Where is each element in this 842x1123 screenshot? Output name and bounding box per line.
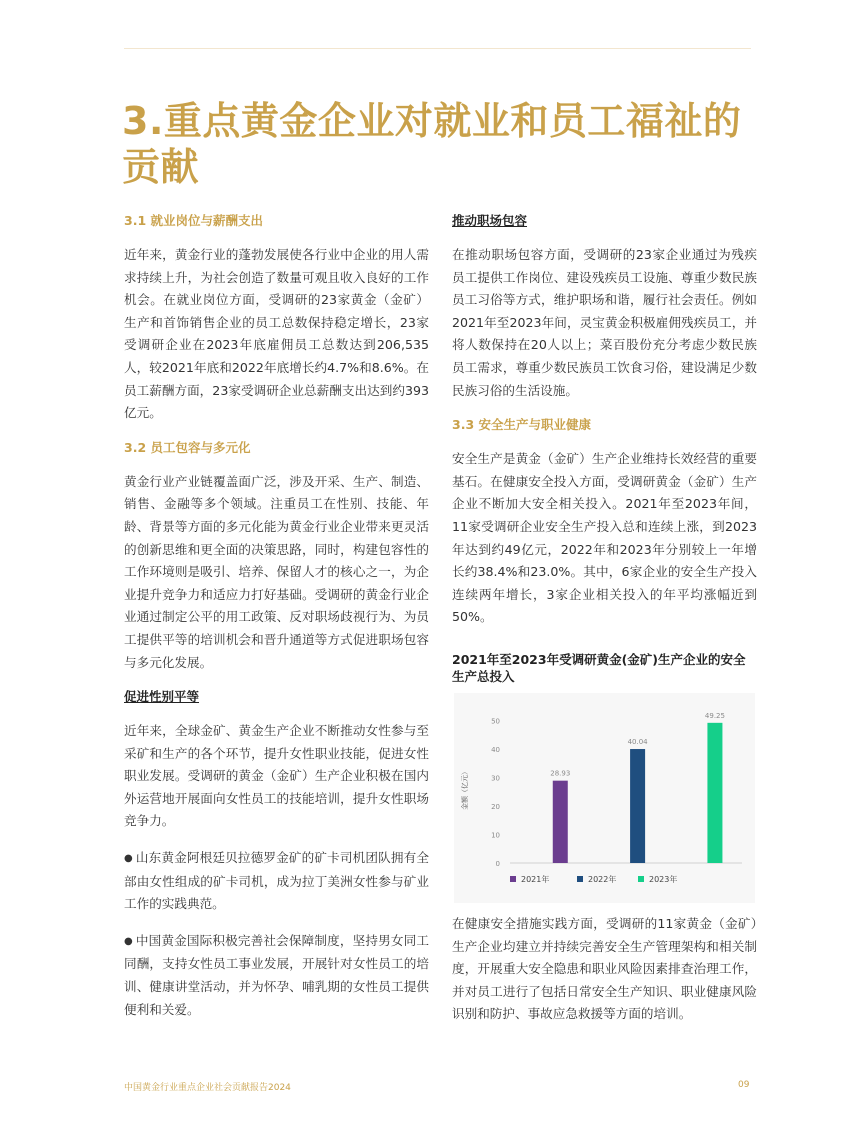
legend-label: 2021年: [521, 874, 550, 884]
workplace-inclusion-paragraph: 在推动职场包容方面，受调研的23家企业通过为残疾员工提供工作岗位、建设残疾员工设施、尊重少数民族员工习俗等方式，维护职场和谐，履行社会责任。例如2021年至2023年间，灵宝黄金积极雇佣残疾员工，并将人数保持在20人以上；菜百股份充分考虑少数民族员工需求，尊重少数民族员工饮食习俗，建设满足少数民族习俗的生活设施。: [452, 247, 757, 398]
bullet-text-shandong: 山东黄金阿根廷贝拉德罗金矿的矿卡司机团队拥有全部由女性组成的矿卡司机，成为拉丁美洲女性参与矿业工作的实践典范。: [124, 850, 429, 912]
y-tick-label: 10: [491, 831, 500, 840]
legend-label: 2022年: [588, 874, 617, 884]
legend-swatch: [638, 876, 644, 882]
bar-2022年: [630, 749, 645, 863]
bar-2023年: [707, 723, 722, 863]
bullet-dot-icon: ●: [124, 853, 133, 865]
y-tick-label: 40: [491, 746, 500, 755]
bar-value-label: 40.04: [627, 737, 648, 746]
section-heading-3-1: 3.1 就业岗位与薪酬支出: [124, 213, 263, 228]
right-column: [452, 212, 757, 1040]
bar-value-label: 28.93: [550, 769, 571, 778]
left-column: [124, 212, 429, 1035]
bullet-text-china-gold: 中国黄金国际积极完善社会保障制度，坚持男女同工同酬，支持女性员工事业发展，开展针对女性员工的培训、健康讲堂活动，并为怀孕、哺乳期的女性员工提供便利和关爱。: [124, 932, 429, 1017]
page-title: 3.重点黄金企业对就业和员工福祉的贡献: [122, 99, 742, 189]
legend-swatch: [510, 876, 516, 882]
bar-2021年: [553, 781, 568, 863]
footer-page-number: 09: [738, 1080, 750, 1090]
bullet-item-shandong: [124, 847, 429, 916]
footer-report-name: 中国黄金行业重点企业社会贡献报告2024: [124, 1083, 291, 1093]
section-3-2-paragraph: 黄金行业产业链覆盖面广泛，涉及开采、生产、制造、销售、金融等多个领域。注重员工在性别、技能、年龄、背景等方面的多元化能为黄金行业企业带来更灵活的创新思维和更全面的决策思路，同时，构建包容性的工作环境则是吸引、培养、保留人才的核心之一，为企业提升竞争力和适应力打好基础。受调研的黄金行业企业通过制定公平的用工政策、反对职场歧视行为、为员工提供平等的培训机会和晋升通道等方式促进职场包容与多元化发展。: [124, 473, 429, 670]
subheading-gender-equality: 促进性别平等: [124, 689, 200, 705]
safety-investment-chart: [452, 693, 757, 903]
bullet-dot-icon: ●: [124, 935, 133, 947]
section-3-3-paragraph: 安全生产是黄金（金矿）生产企业维持长效经营的重要基石。在健康安全投入方面，受调研黄金（金矿）生产企业不断加大安全相关投入。2021年至2023年间，11家受调研企业安全生产投入总和连续上涨，到2023年达到约49亿元，2022年和2023年分别较上一年增长约38.4%和23.0%。其中，6家企业的安全生产投入连续两年增长，3家企业相关投入的年平均涨幅近到50%。: [452, 451, 757, 625]
bar-value-label: 49.25: [704, 711, 725, 720]
section-3-1-paragraph: 近年来，黄金行业的蓬勃发展使各行业中企业的用人需求持续上升，为社会创造了数量可观且收入良好的工作机会。在就业岗位方面，受调研的23家黄金（金矿）生产和首饰销售企业的员工总数保持稳定增长，23家受调研企业在2023年底雇佣员工总数达到206,535人，较2021年底和2022年底增长约4.7%和8.6%。在员工薪酬方面，23家受调研企业总薪酬支出达到约393亿元。: [124, 247, 429, 421]
chart-title: 2021年至2023年受调研黄金(金矿)生产企业的安全生产总投入: [452, 651, 746, 684]
y-tick-label: 20: [491, 802, 500, 811]
legend-swatch: [577, 876, 583, 882]
subheading-workplace-inclusion: 推动职场包容: [452, 213, 528, 228]
y-tick-label: 50: [491, 717, 500, 726]
y-tick-label: 0: [495, 859, 500, 868]
y-axis-label: 金额（亿元）: [461, 767, 469, 810]
bullet-item-china-gold: [124, 930, 429, 1021]
section-heading-3-3: 3.3 安全生产与职业健康: [452, 417, 591, 433]
chart-svg: [452, 693, 757, 903]
top-rule: [124, 48, 751, 49]
safety-measures-paragraph: 在健康安全措施实践方面，受调研的11家黄金（金矿）生产企业均建立并持续完善安全生产管理架构和相关制度，开展重大安全隐患和职业风险因素排查治理工作，并对员工进行了包括日常安全生产知识、职业健康风险识别和防护、事故应急救援等方面的培训。: [452, 915, 757, 1022]
legend-label: 2023年: [649, 874, 678, 884]
y-tick-label: 30: [491, 774, 500, 783]
gender-equality-paragraph: 近年来，全球金矿、黄金生产企业不断推动女性参与至采矿和生产的各个环节，提升女性职业技能，促进女性职业发展。受调研的黄金（金矿）生产企业积极在国内外运营地开展面向女性员工的技能培训，提升女性职场竞争力。: [124, 723, 429, 829]
section-heading-3-2: 3.2 员工包容与多元化: [124, 439, 251, 455]
